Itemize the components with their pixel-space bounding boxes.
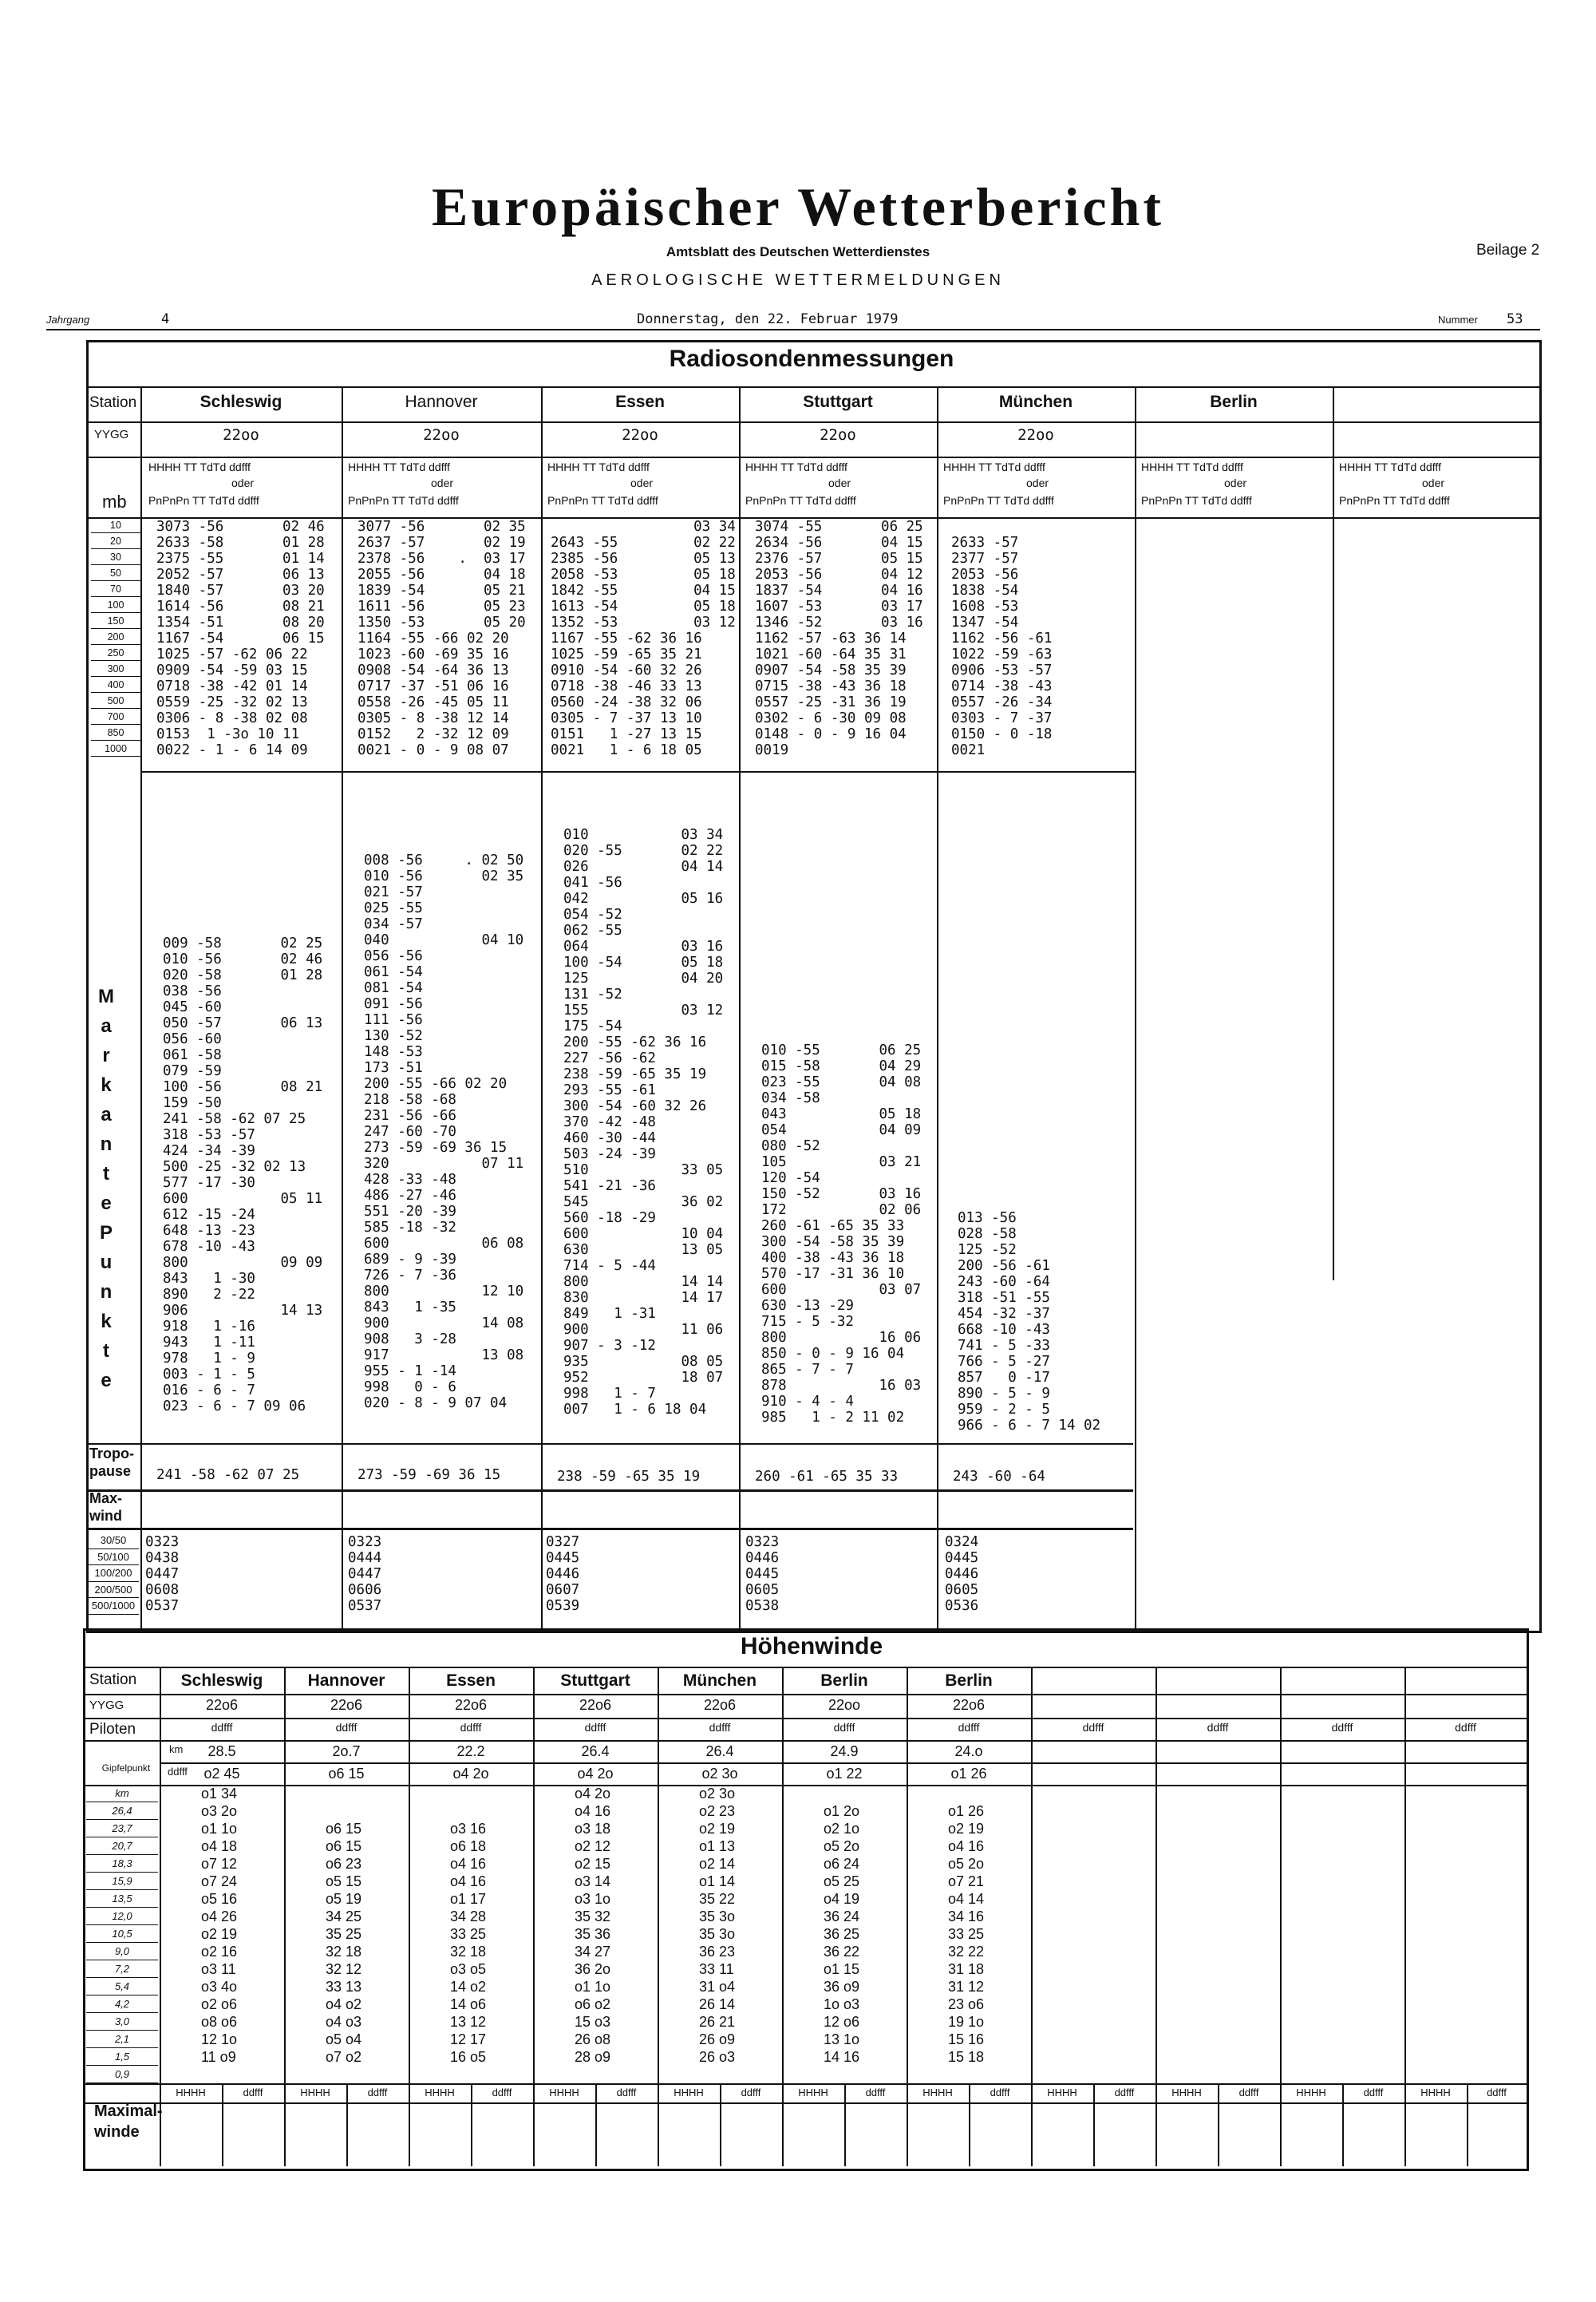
tropo-essen: 238 -59 -65 35 19 [557, 1469, 701, 1485]
hw-max-ddfff: ddfff [616, 2086, 637, 2098]
subhdr-oder: oder [231, 477, 255, 489]
tropo-hannover: 273 -59 -69 36 15 [358, 1467, 501, 1483]
hw-max-hhhh: HHHH [425, 2086, 455, 2098]
maximalwinde-label: Maximal-winde [94, 2102, 163, 2141]
ratio-labels [88, 1533, 139, 1615]
hw-winds-berlin1: o1 2o o2 1o o5 2o o6 24 o5 25 o4 19 36 24 36 25 36 22 o1 15 36 o9 1o o3 12 o6 13 1o 14 16 [824, 1803, 860, 2065]
hw-max-ddfff: ddfff [243, 2086, 263, 2098]
hw-max-ddfff: ddfff [1363, 2086, 1384, 2098]
mb-level: 100 [91, 597, 140, 613]
hw-winds-hannover: o6 15 o6 15 o6 23 o5 15 o5 19 34 25 35 25 32 18 32 12 33 13 o4 o2 o4 o3 o5 o4 o7 o2 [326, 1821, 362, 2065]
hw-yygg: 22o6 [205, 1697, 239, 1713]
mb-levels [91, 517, 140, 757]
hw-yygg: 22oo [828, 1697, 861, 1713]
hw-piloten-ddfff: ddfff [1331, 1721, 1353, 1734]
hw-gipfel-label: Gipfelpunkt [101, 1762, 151, 1774]
km-level: 3,0 [86, 2013, 158, 2031]
yygg-hannover: 22oo [423, 426, 460, 444]
hw-winds-essen: o3 16 o6 18 o4 16 o4 16 o1 17 34 28 33 25 32 18 o3 o5 14 o2 14 o6 13 12 12 17 16 o5 [450, 1821, 487, 2065]
std-stuttgart: 3074 -55 06 25 2634 -56 04 15 2376 -57 05 15 2053 -56 04 12 1837 -54 04 16 1607 -53 03 17 1346 -52 03 16 1162 -57 -63 36 14 1021 -60 -64 35 31 0907 -54 -58 35 39 0715 -38 -43 36 18 0557 -25 -31 36 19 0302 - 6 -30 09 08 0148 - 0 - 9 16 04 0019 [755, 519, 923, 758]
subhdr-top: HHHH TT TdTd ddfff [1141, 461, 1243, 473]
km-level: 13,5 [86, 1890, 158, 1908]
mb-level: 150 [91, 613, 140, 629]
station-schleswig: Schleswig [200, 393, 282, 411]
hw-max-hhhh: HHHH [798, 2086, 828, 2098]
hw-yygg-label: YYGG [89, 1699, 124, 1712]
km-level: 10,5 [86, 1925, 158, 1943]
hw-piloten-ddfff: ddfff [709, 1721, 731, 1734]
hw-max-ddfff: ddfff [1487, 2086, 1507, 2098]
thick-muenchen: 0324 0445 0446 0605 0536 [945, 1534, 979, 1614]
hw-gipfel-dd: o4 2o [577, 1766, 614, 1782]
hw-max-hhhh: HHHH [1047, 2086, 1077, 2098]
tropo-muenchen: 243 -60 -64 [953, 1469, 1045, 1485]
mb-level: 1000 [91, 741, 140, 757]
km-level: 12,0 [86, 1908, 158, 1925]
nummer-value: 53 [1507, 311, 1523, 327]
km-levels [86, 1785, 158, 2083]
hw-piloten-ddfff: ddfff [958, 1721, 980, 1734]
km-level: 26,4 [86, 1802, 158, 1820]
hw-station: München [682, 1671, 757, 1690]
km-level: km [86, 1785, 158, 1802]
mb-level: 70 [91, 581, 140, 597]
thickness-ratio-label: 500/1000 [88, 1598, 139, 1615]
mb-level: 400 [91, 677, 140, 693]
hw-piloten-ddfff: ddfff [460, 1721, 482, 1734]
hw-gipfel-km: 26.4 [581, 1743, 610, 1759]
km-level: 0,9 [86, 2066, 158, 2083]
hw-max-hhhh: HHHH [1171, 2086, 1202, 2098]
thick-schleswig: 0323 0438 0447 0608 0537 [145, 1534, 180, 1614]
hw-gipfel-dd: o1 22 [826, 1766, 863, 1782]
sig-schleswig: 009 -58 02 25 010 -56 02 46 020 -58 01 28 038 -56 045 -60 050 -57 06 13 056 -60 061 -58 079 -59 100 -56 08 21 159 -50 241 -58 -62 07 25 318 -53 -57 424 -34 -39 500 -25 -32 02 13 577 -17 -30 600 05 11 612 -15 -24 648 -13 -23 678 -10 -43 800 09 09 843 1 -30 890 2 -22 906 14 13 918 1 -16 943 1 -11 978 1 - 9 003 - 1 - 5 016 - 6 - 7 023 - 6 - 7 09 06 [163, 935, 323, 1414]
subhdr-oder: oder [1422, 477, 1445, 489]
hw-winds-schleswig: o1 34 o3 2o o1 1o o4 18 o7 12 o7 24 o5 16 o4 26 o2 19 o2 16 o3 11 o3 4o o2 o6 o8 o6 12 1o 11 o9 [201, 1786, 238, 2065]
hw-yygg: 22o6 [330, 1697, 363, 1713]
station-muenchen: München [998, 393, 1073, 411]
hw-max-hhhh: HHHH [922, 2086, 953, 2098]
page-title: Europäischer Wetterbericht [431, 176, 1164, 237]
subhdr-top: HHHH TT TdTd ddfff [148, 461, 251, 473]
mb-level: 300 [91, 661, 140, 677]
date: Donnerstag, den 22. Februar 1979 [637, 311, 899, 327]
km-level: 7,2 [86, 1960, 158, 1978]
subhdr-oder: oder [1026, 477, 1049, 489]
subhdr-top: HHHH TT TdTd ddfff [1339, 461, 1441, 473]
mb-level: 850 [91, 725, 140, 741]
sig-hannover: 008 -56 . 02 50 010 -56 02 35 021 -57 025 -55 034 -57 040 04 10 056 -56 061 -54 081 -54 091 -56 111 -56 130 -52 148 -53 173 -51 200 -55 -66 02 20 218 -58 -68 231 -56 -66 247 -60 -70 273 -59 -69 36 15 320 07 11 428 -33 -48 486 -27 -46 551 -20 -39 585 -18 -32 600 06 08 689 - 9 -39 726 - 7 -36 800 12 10 843 1 -35 900 14 08 908 3 -28 917 13 08 955 - 1 -14 998 0 - 6 020 - 8 - 9 07 04 [364, 852, 524, 1411]
hw-piloten-label: Piloten [89, 1721, 136, 1738]
hw-yygg: 22o6 [579, 1697, 612, 1713]
hw-station: Berlin [820, 1671, 868, 1690]
hw-gipfel-km: 26.4 [705, 1743, 734, 1759]
hw-gipfel-km: 24.o [954, 1743, 983, 1759]
mb-level: 200 [91, 629, 140, 645]
thick-essen: 0327 0445 0446 0607 0539 [546, 1534, 580, 1614]
hw-station-label: Station [89, 1671, 137, 1688]
hw-max-ddfff: ddfff [1238, 2086, 1259, 2098]
hw-yygg: 22o6 [454, 1697, 488, 1713]
hw-max-ddfff: ddfff [865, 2086, 886, 2098]
mb-label: mb [102, 492, 127, 512]
km-level: 20,7 [86, 1837, 158, 1855]
hw-gipfel-dd: o1 26 [950, 1766, 987, 1782]
hw-max-hhhh: HHHH [674, 2086, 704, 2098]
hw-max-ddfff: ddfff [741, 2086, 761, 2098]
subhdr-top: HHHH TT TdTd ddfff [348, 461, 450, 473]
station-hannover: Hannover [405, 393, 478, 411]
km-level: 5,4 [86, 1978, 158, 1995]
mb-level: 500 [91, 693, 140, 709]
hw-max-hhhh: HHHH [176, 2086, 206, 2098]
km-level: 2,1 [86, 2031, 158, 2048]
subhdr-bottom: PnPnPn TT TdTd ddfff [1339, 494, 1450, 507]
km-level: 4,2 [86, 1995, 158, 2013]
subhdr-top: HHHH TT TdTd ddfff [745, 461, 847, 473]
hw-max-ddfff: ddfff [367, 2086, 388, 2098]
mb-level: 20 [91, 533, 140, 549]
hw-piloten-ddfff: ddfff [211, 1721, 233, 1734]
mb-level: 700 [91, 709, 140, 725]
hw-max-hhhh: HHHH [549, 2086, 579, 2098]
subhdr-oder: oder [1224, 477, 1247, 489]
hw-station: Essen [446, 1671, 496, 1690]
thick-hannover: 0323 0444 0447 0606 0537 [348, 1534, 382, 1614]
station-stuttgart: Stuttgart [803, 393, 873, 411]
subhdr-oder: oder [431, 477, 454, 489]
meta-line [46, 308, 1540, 330]
jahrgang-value: 4 [161, 311, 170, 327]
hw-max-hhhh: HHHH [300, 2086, 330, 2098]
km-level: 9,0 [86, 1943, 158, 1960]
hw-max-ddfff: ddfff [990, 2086, 1010, 2098]
subhdr-bottom: PnPnPn TT TdTd ddfff [745, 494, 856, 507]
mb-level: 250 [91, 645, 140, 661]
hw-yygg: 22o6 [952, 1697, 986, 1713]
km-level: 15,9 [86, 1873, 158, 1890]
yygg-essen: 22oo [622, 426, 658, 444]
km-level: 23,7 [86, 1820, 158, 1837]
subhdr-bottom: PnPnPn TT TdTd ddfff [943, 494, 1054, 507]
subhdr-top: HHHH TT TdTd ddfff [547, 461, 650, 473]
hw-piloten-ddfff: ddfff [335, 1721, 358, 1734]
std-essen: 03 34 2643 -55 02 22 2385 -56 05 13 2058 -53 05 18 1842 -55 04 15 1613 -54 05 18 1352 -53 03 12 1167 -55 -62 36 16 1025 -59 -65 35 21 0910 -54 -60 32 26 0718 -38 -46 33 13 0560 -24 -38 32 06 0305 - 7 -37 13 10 0151 1 -27 13 15 0021 1 - 6 18 05 [551, 519, 736, 758]
thick-stuttgart: 0323 0446 0445 0605 0538 [745, 1534, 780, 1614]
hw-max-ddfff: ddfff [492, 2086, 512, 2098]
sig-muenchen: 013 -56 028 -58 125 -52 200 -56 -61 243 -60 -64 318 -51 -55 454 -32 -37 668 -10 -43 741 - 5 -33 766 - 5 -27 857 0 -17 890 - 5 - 9 959 - 2 - 5 966 - 6 - 7 14 02 [958, 1210, 1101, 1434]
std-muenchen: 2633 -57 2377 -57 2053 -56 1838 -54 1608 -53 1347 -54 1162 -56 -61 1022 -59 -63 0906 -53 -57 0714 -38 -43 0557 -26 -34 0303 - 7 -37 0150 - 0 -18 0021 [951, 535, 1053, 758]
subhdr-oder: oder [828, 477, 851, 489]
hw-gipfel-dd: o2 3o [701, 1766, 738, 1782]
hw-station: Schleswig [180, 1671, 263, 1690]
subhdr-bottom: PnPnPn TT TdTd ddfff [1141, 494, 1252, 507]
hw-piloten-ddfff: ddfff [833, 1721, 855, 1734]
station-essen: Essen [615, 393, 665, 411]
thickness-ratio-label: 100/200 [88, 1565, 139, 1582]
hw-gipfel-km: 22.2 [456, 1743, 485, 1759]
tropo-stuttgart: 260 -61 -65 35 33 [755, 1469, 899, 1485]
radiosonde-title: Radiosondenmessungen [669, 346, 954, 372]
hw-piloten-ddfff: ddfff [1082, 1721, 1104, 1734]
hw-winds-stuttgart: o4 2o o4 16 o3 18 o2 12 o2 15 o3 14 o3 1o 35 32 35 36 34 27 36 2o o1 1o o6 o2 15 o3 26 o8 28 o9 [575, 1786, 611, 2065]
hw-piloten-ddfff: ddfff [1455, 1721, 1476, 1734]
maxwind-label: Max-wind [89, 1490, 123, 1524]
subhdr-top: HHHH TT TdTd ddfff [943, 461, 1045, 473]
subhdr-bottom: PnPnPn TT TdTd ddfff [148, 494, 259, 507]
mb-level: 30 [91, 549, 140, 565]
section-title: AEROLOGISCHE WETTERMELDUNGEN [591, 271, 1005, 289]
thickness-ratio-label: 50/100 [88, 1549, 139, 1566]
hw-yygg: 22o6 [703, 1697, 737, 1713]
hw-winds-muenchen: o2 3o o2 23 o2 19 o1 13 o2 14 o1 14 35 22 35 3o 35 3o 36 23 33 11 31 o4 26 14 26 21 26 o9 26 o3 [699, 1786, 736, 2065]
hw-max-hhhh: HHHH [1420, 2086, 1451, 2098]
hw-station: Hannover [307, 1671, 385, 1690]
hw-ddfff-label: ddfff [168, 1766, 188, 1778]
std-hannover: 3077 -56 02 35 2637 -57 02 19 2378 -56 . 03 17 2055 -56 04 18 1839 -54 05 21 1611 -56 05 23 1350 -53 05 20 1164 -55 -66 02 20 1023 -60 -69 35 16 0908 -54 -64 36 13 0717 -37 -51 06 16 0558 -26 -45 05 11 0305 - 8 -38 12 14 0152 2 -32 12 09 0021 - 0 - 9 08 07 [358, 519, 526, 758]
beilage-label: Beilage 2 [1476, 242, 1540, 259]
km-level: 18,3 [86, 1855, 158, 1873]
hw-station: Stuttgart [560, 1671, 630, 1690]
hw-gipfel-dd: o2 45 [203, 1766, 240, 1782]
hw-gipfel-km: 24.9 [830, 1743, 859, 1759]
subhdr-oder: oder [630, 477, 654, 489]
sig-essen: 010 03 34 020 -55 02 22 026 04 14 041 -56 042 05 16 054 -52 062 -55 064 03 16 100 -54 05 18 125 04 20 131 -52 155 03 12 175 -54 200 -55 -62 36 16 227 -56 -62 238 -59 -65 35 19 293 -55 -61 300 -54 -60 32 26 370 -42 -48 460 -30 -44 503 -24 -39 510 33 05 541 -21 -36 545 36 02 560 -18 -29 600 10 04 630 13 05 714 - 5 -44 800 14 14 830 14 17 849 1 -31 900 11 06 907 - 3 -12 935 08 05 952 18 07 998 1 - 7 007 1 - 6 18 04 [563, 827, 724, 1418]
mb-level: 50 [91, 565, 140, 581]
hw-max-hhhh: HHHH [1296, 2086, 1326, 2098]
hw-gipfel-dd: o6 15 [328, 1766, 365, 1782]
hw-piloten-ddfff: ddfff [584, 1721, 606, 1734]
jahrgang-label: Jahrgang [46, 314, 90, 326]
station-label: Station [89, 394, 137, 411]
yygg-schleswig: 22oo [223, 426, 259, 444]
thickness-ratio-label: 200/500 [88, 1582, 139, 1599]
hw-gipfel-km: 2o.7 [332, 1743, 361, 1759]
hw-gipfel-dd: o4 2o [452, 1766, 489, 1782]
tropo-schleswig: 241 -58 -62 07 25 [156, 1467, 300, 1483]
nummer-label: Nummer [1438, 314, 1478, 326]
subhdr-bottom: PnPnPn TT TdTd ddfff [547, 494, 658, 507]
std-schleswig: 3073 -56 02 46 2633 -58 01 28 2375 -55 01 14 2052 -57 06 13 1840 -57 03 20 1614 -56 08 21 1354 -51 08 20 1167 -54 06 15 1025 -57 -62 06 22 0909 -54 -59 03 15 0718 -38 -42 01 14 0559 -25 -32 02 13 0306 - 8 -38 02 08 0153 1 -3o 10 11 0022 - 1 - 6 14 09 [156, 519, 325, 758]
hw-max-ddfff: ddfff [1114, 2086, 1135, 2098]
hw-winds-berlin2: o1 26 o2 19 o4 16 o5 2o o7 21 o4 14 34 16 33 25 32 22 31 18 31 12 23 o6 19 1o 15 16 15 18 [948, 1803, 985, 2065]
yygg-label: YYGG [94, 428, 129, 441]
sig-stuttgart: 010 -55 06 25 015 -58 04 29 023 -55 04 08 034 -58 043 05 18 054 04 09 080 -52 105 03 21 120 -54 150 -52 03 16 172 02 06 260 -61 -65 35 33 300 -54 -58 35 39 400 -38 -43 36 18 570 -17 -31 36 10 600 03 07 630 -13 -29 715 - 5 -32 800 16 06 850 - 0 - 9 16 04 865 - 7 - 7 878 16 03 910 - 4 - 4 985 1 - 2 11 02 [761, 1042, 922, 1426]
hw-gipfel-km: 28.5 [207, 1743, 236, 1759]
subtitle: Amtsblatt des Deutschen Wetterdienstes [666, 244, 930, 259]
yygg-stuttgart: 22oo [820, 426, 856, 444]
tropopause-label: Tropo-pause [89, 1446, 134, 1479]
markante-punkte-label: M a r k a n t e P u n k t e [98, 986, 114, 1391]
subhdr-bottom: PnPnPn TT TdTd ddfff [348, 494, 459, 507]
mb-level: 10 [91, 517, 140, 533]
hw-piloten-ddfff: ddfff [1207, 1721, 1229, 1734]
km-level: 1,5 [86, 2048, 158, 2066]
hw-km-label: km [169, 1743, 184, 1755]
hoehenwinde-title: Höhenwinde [740, 1633, 883, 1659]
thickness-ratio-label: 30/50 [88, 1533, 139, 1549]
yygg-muenchen: 22oo [1017, 426, 1054, 444]
hw-station: Berlin [945, 1671, 993, 1690]
station-berlin: Berlin [1210, 393, 1258, 411]
